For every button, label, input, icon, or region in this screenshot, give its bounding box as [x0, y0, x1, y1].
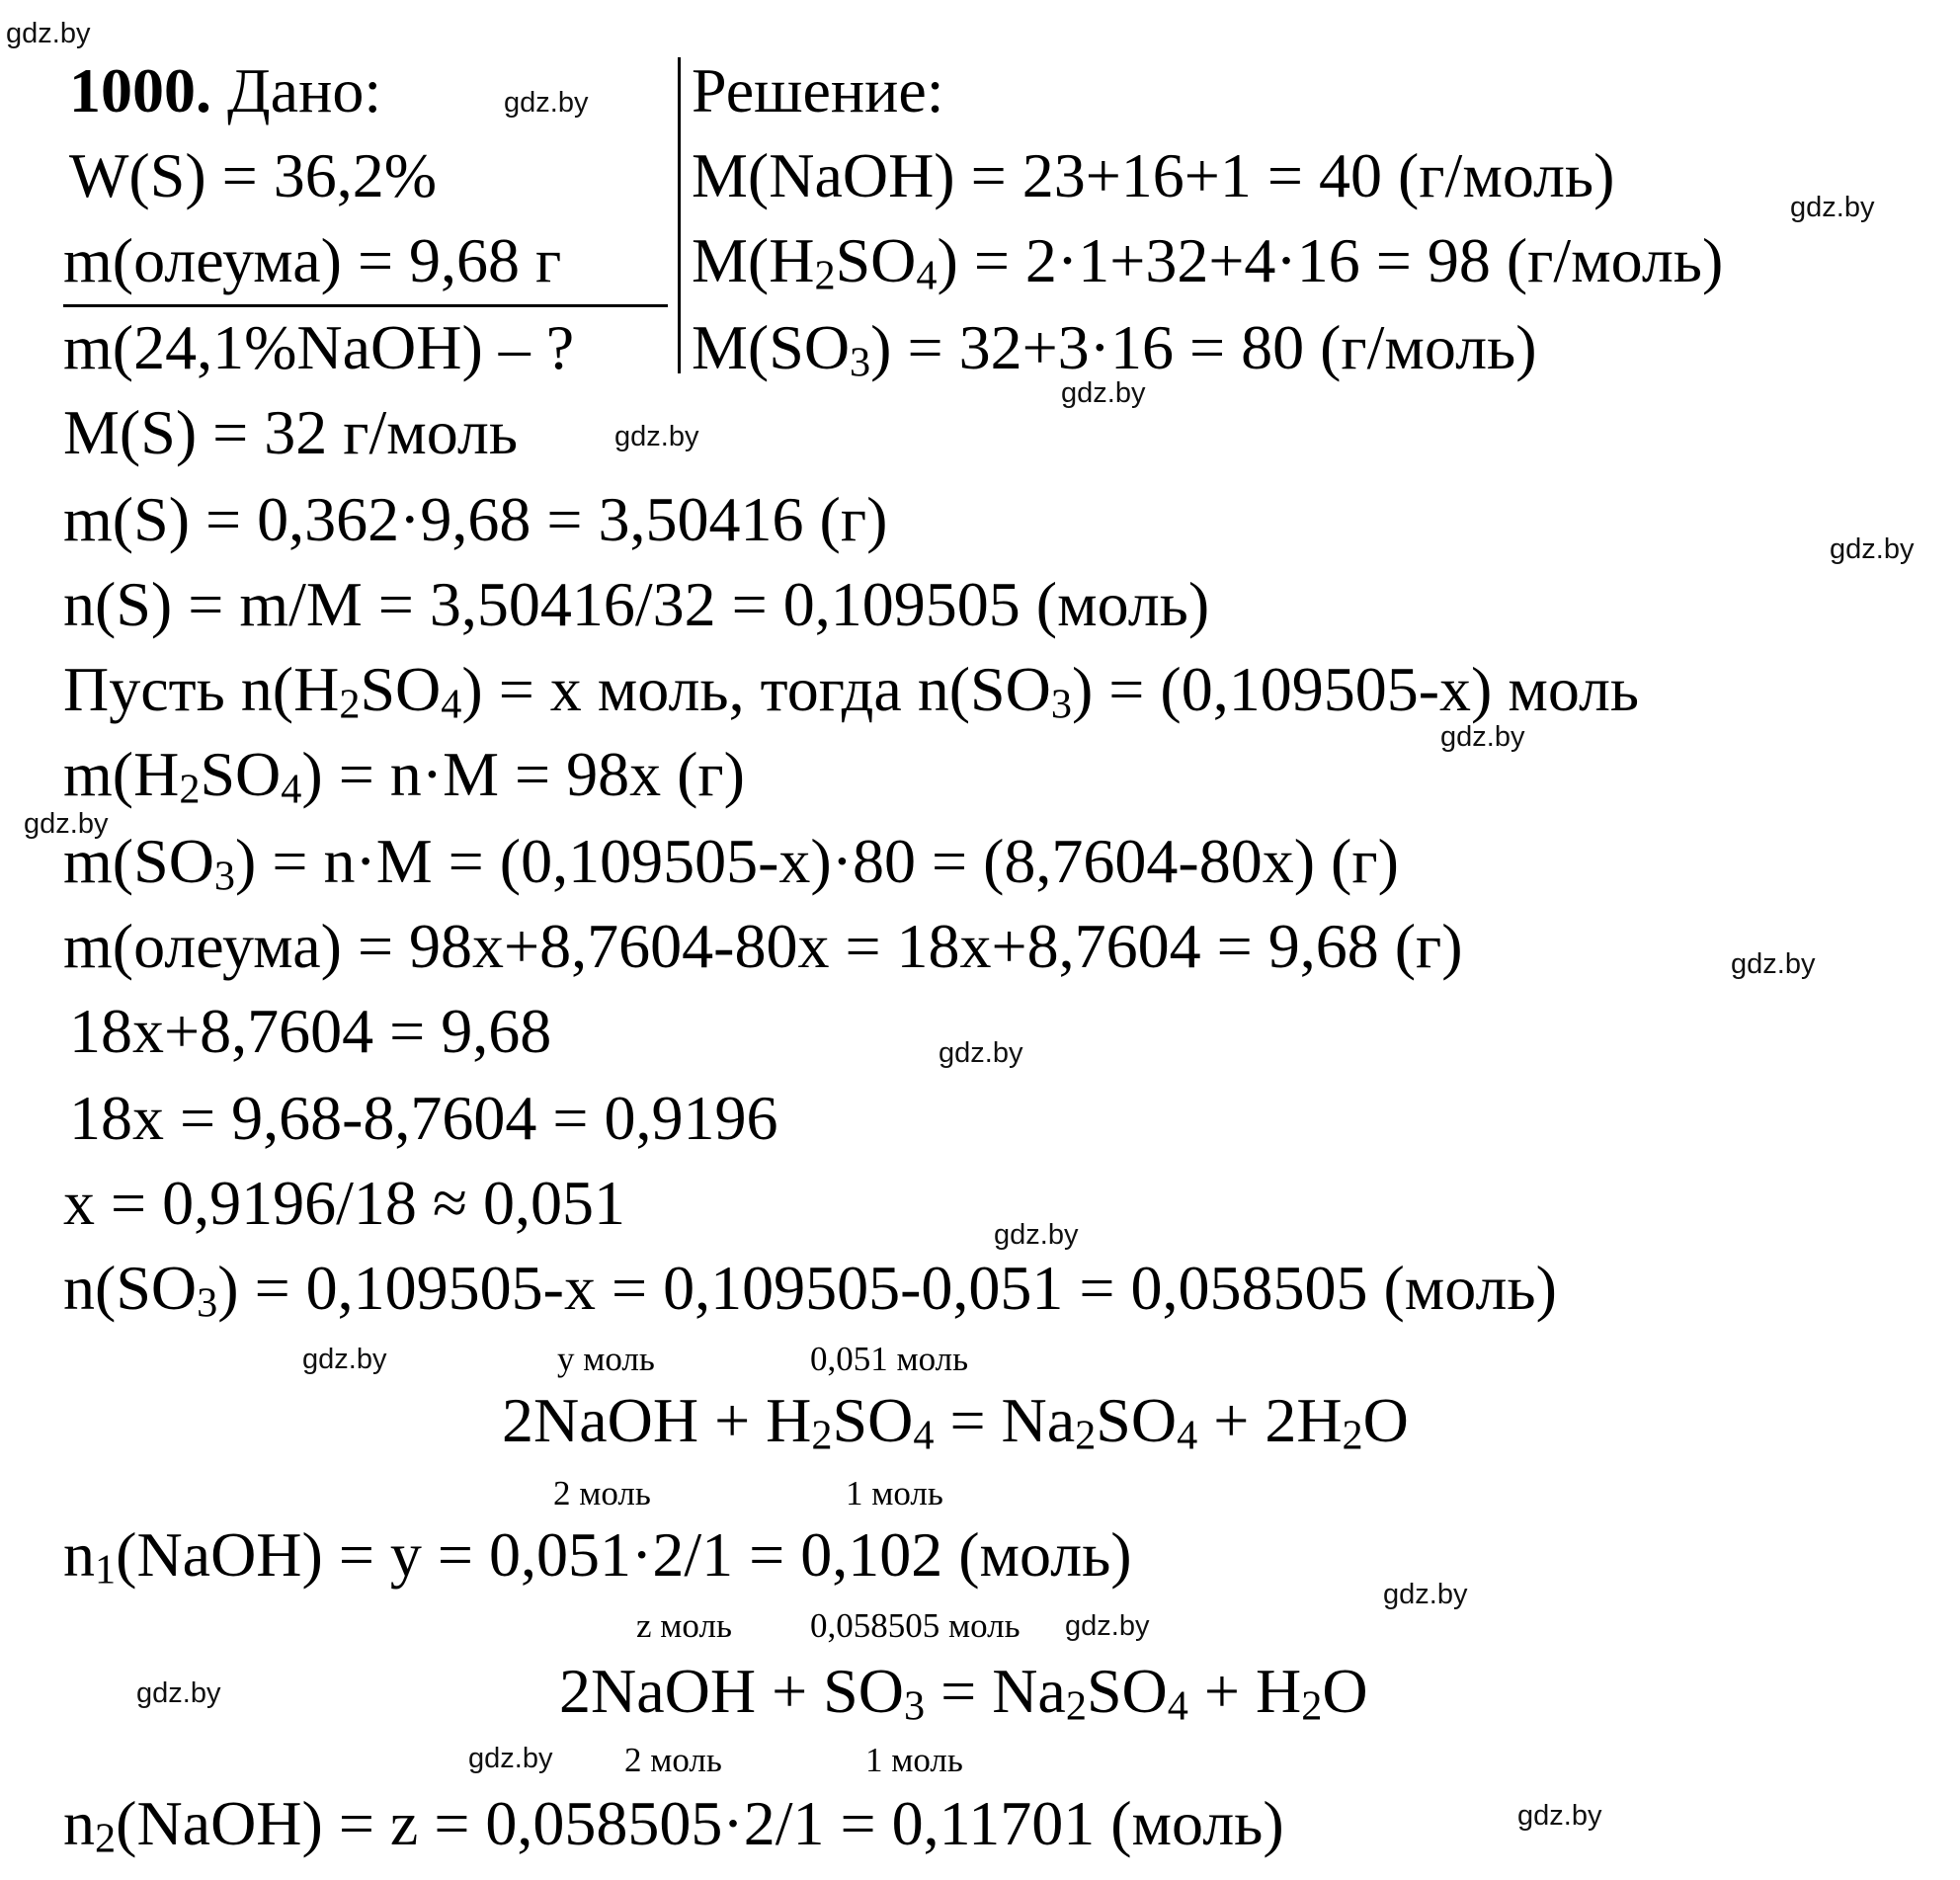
reaction1-annotation: 1 моль [846, 1474, 943, 1512]
watermark: gdz.by [1065, 1610, 1150, 1642]
watermark: gdz.by [468, 1743, 553, 1774]
problem-number: 1000. [69, 55, 211, 125]
amount-naoh-1: $n_1(NaOH) = y = 0,051\cdot 2/1 = 0,102$ (моль) [63, 1519, 1132, 1594]
watermark: gdz.by [1731, 948, 1816, 980]
reaction1-annotation: 0,051 моль [810, 1340, 969, 1378]
reaction2-annotation: z моль [636, 1606, 732, 1645]
watermark: gdz.by [1830, 533, 1915, 565]
amount-s: n(S) = m/M = 3,50416/32 = 0,109505 (моль) [63, 569, 1210, 639]
equation-step: 18x = 9,68-8,7604 = 0,9196 [69, 1083, 778, 1153]
amount-so3: $n(SO_3) = 0,109505-x = 0,109505-0,051 = 0,058505$ (моль) [63, 1253, 1557, 1327]
watermark: gdz.by [1790, 192, 1875, 223]
reaction1-equation: 2NaOH + $H_2SO_4 = Na_2SO_4 + 2H_2O$ [502, 1385, 1409, 1459]
equation-step: x = 0,9196/18 ≈ 0,051 [63, 1168, 625, 1238]
watermark: gdz.by [6, 18, 91, 49]
watermark: gdz.by [504, 87, 589, 119]
given-label: Дано: [227, 55, 382, 125]
watermark: gdz.by [136, 1677, 221, 1709]
reaction2-annotation: 1 моль [865, 1741, 963, 1779]
given-header [69, 55, 382, 125]
given-divider-horizontal [63, 304, 668, 307]
molar-mass-s: M(S) = 32 г/моль [63, 397, 519, 467]
reaction1-annotation: y моль [557, 1340, 655, 1378]
reaction2-equation: 2NaOH + $SO_3 = Na_2SO_4 + H_2O$ [559, 1656, 1368, 1730]
watermark: gdz.by [939, 1037, 1023, 1069]
watermark: gdz.by [302, 1344, 387, 1375]
reaction2-annotation: 2 моль [624, 1741, 722, 1779]
amount-naoh-2: $n_2(NaOH) = z = 0,058505\cdot 2/1 = 0,11701$ (моль) [63, 1788, 1284, 1862]
molar-mass-h2so4: $M(H_2SO_4) = 2\cdot 1+32+4\cdot 16 = 98$ (г/моль) [692, 225, 1724, 299]
reaction2-annotation: 0,058505 моль [810, 1606, 1021, 1645]
given-find-line: m(24,1%NaOH) – ? [63, 312, 575, 382]
reaction1-annotation: 2 моль [553, 1474, 651, 1512]
mass-h2so4: $m(H_2SO_4) = n\cdot M = 98x$ (г) [63, 739, 745, 813]
watermark: gdz.by [1517, 1800, 1602, 1832]
mass-s: m(S) = 0,362·9,68 = 3,50416 (г) [63, 484, 888, 554]
mass-oleum-equation: m(олеума) = 98x+8,7604-80x = 18x+8,7604 = 9,68 (г) [63, 911, 1463, 981]
molar-mass-naoh: M(NaOH) = 23+16+1 = 40 (г/моль) [692, 140, 1615, 210]
molar-mass-so3: $M(SO_3) = 32+3\cdot 16 = 80$ (г/моль) [692, 312, 1537, 386]
given-line: W(S) = 36,2% [69, 140, 438, 210]
watermark: gdz.by [614, 421, 699, 452]
equation-step: 18x+8,7604 = 9,68 [69, 996, 552, 1066]
let-statement: Пусть $n(H_2SO_4) = x$ моль, тогда $n(SO_3) = (0,109505-x)$ моль [63, 654, 1640, 728]
watermark: gdz.by [1440, 721, 1525, 753]
watermark: gdz.by [1061, 377, 1146, 409]
watermark: gdz.by [1383, 1579, 1468, 1610]
given-divider-vertical [678, 57, 681, 373]
watermark: gdz.by [24, 808, 109, 840]
given-line: m(олеума) = 9,68 г [63, 225, 562, 295]
watermark: gdz.by [994, 1219, 1079, 1251]
mass-so3: $m(SO_3) = n\cdot M = (0,109505-x)\cdot 80 = (8,7604-80x)$ (г) [63, 826, 1399, 900]
solution-label: Решение: [692, 55, 944, 125]
